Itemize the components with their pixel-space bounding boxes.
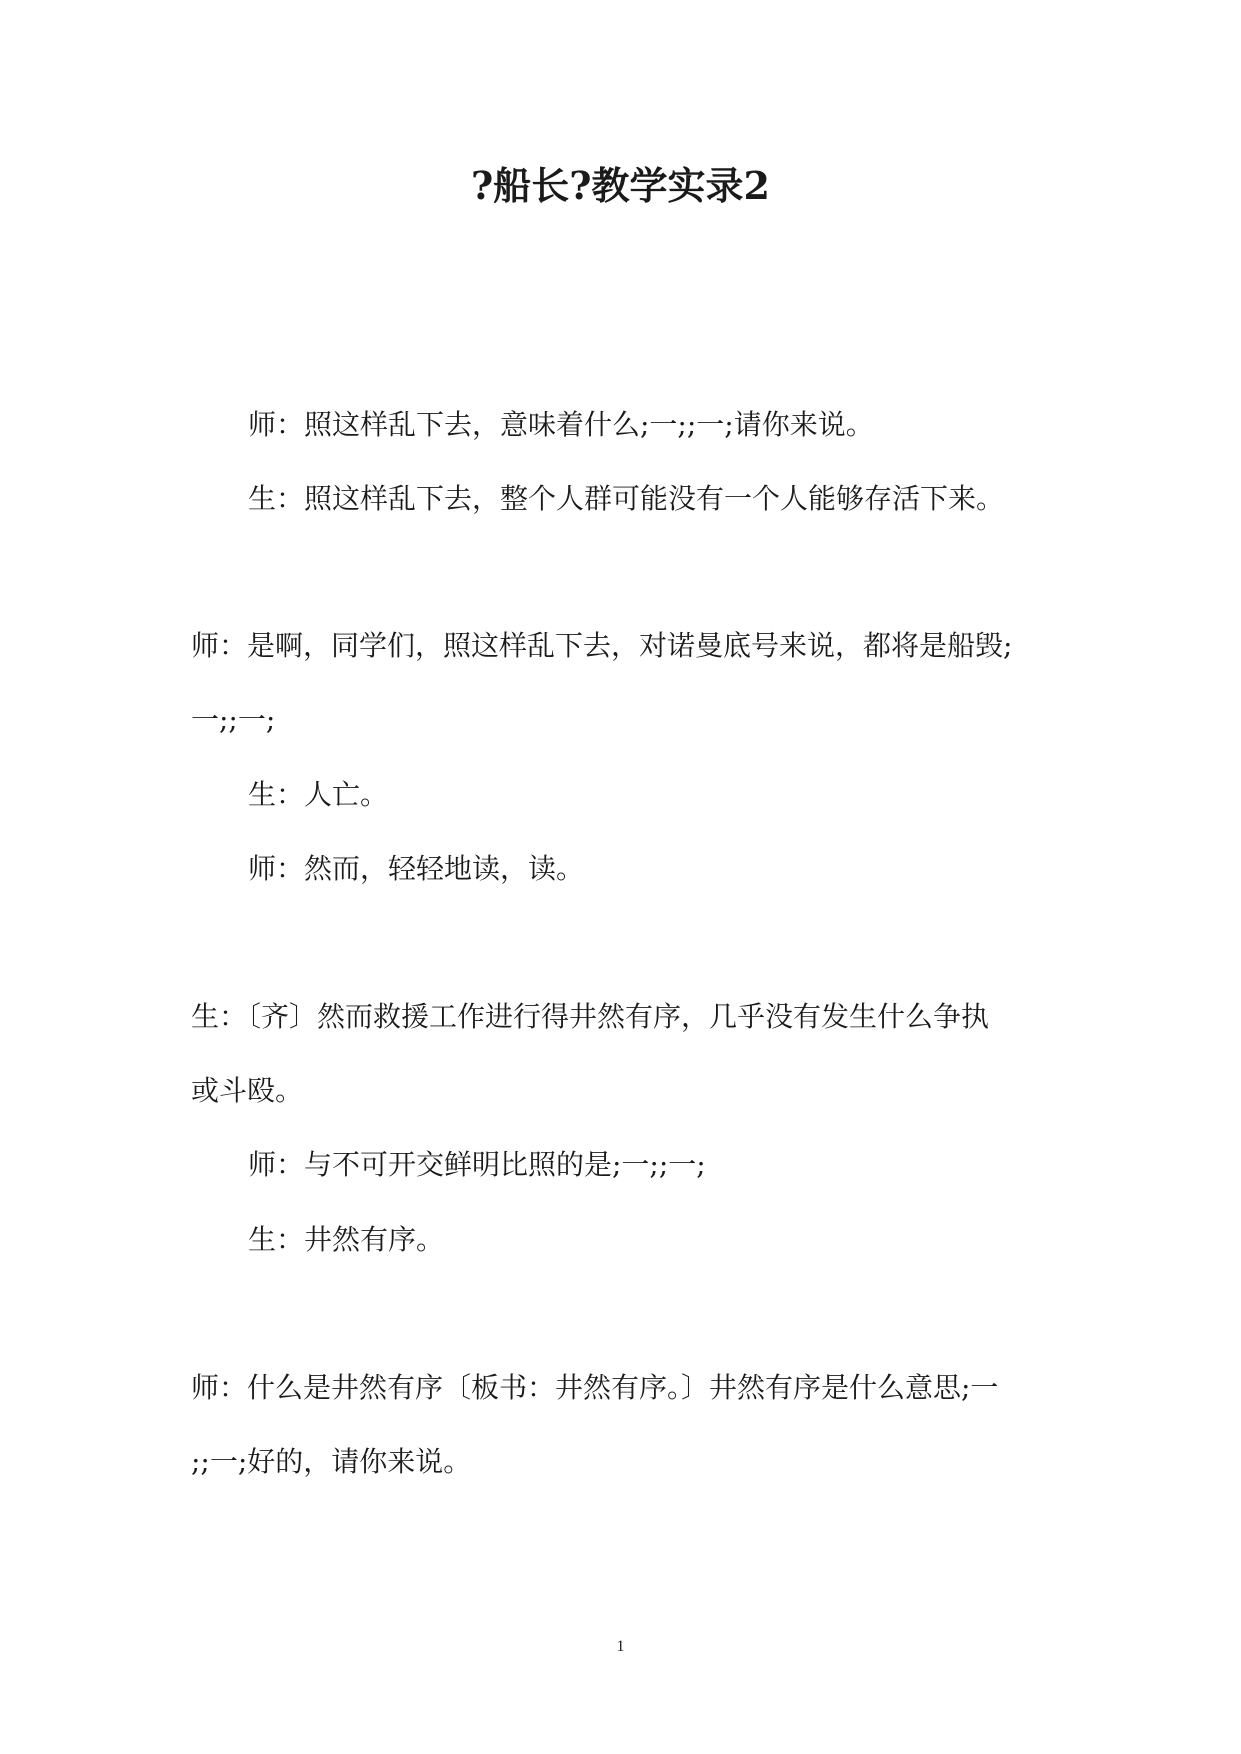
paragraph-line: 师：与不可开交鲜明比照的是;一;;一; — [248, 1148, 706, 1181]
paragraph-line: 或斗殴。 — [191, 1074, 304, 1107]
paragraph-line: 生：人亡。 — [248, 778, 389, 811]
paragraph-line: 生：照这样乱下去，整个人群可能没有一个人能够存活下来。 — [248, 482, 1005, 515]
paragraph-line: 师：照这样乱下去，意味着什么;一;;一;请你来说。 — [248, 408, 874, 441]
paragraph-line: 师：什么是井然有序〔板书：井然有序。〕井然有序是什么意思;一 — [191, 1371, 999, 1404]
paragraph-line: ;;一;好的，请你来说。 — [191, 1445, 472, 1478]
page-number: 1 — [616, 1638, 625, 1655]
document-title: ?船长?教学实录2 — [471, 163, 770, 208]
paragraph-line: 生：井然有序。 — [248, 1223, 445, 1256]
paragraph-line: 师：是啊，同学们，照这样乱下去，对诺曼底号来说，都将是船毁; — [191, 629, 1013, 662]
paragraph-line: 生：〔齐〕然而救援工作进行得井然有序，几乎没有发生什么争执 — [191, 1000, 990, 1033]
paragraph-line: 师：然而，轻轻地读，读。 — [248, 852, 585, 885]
paragraph-line: 一;;一; — [191, 703, 276, 736]
